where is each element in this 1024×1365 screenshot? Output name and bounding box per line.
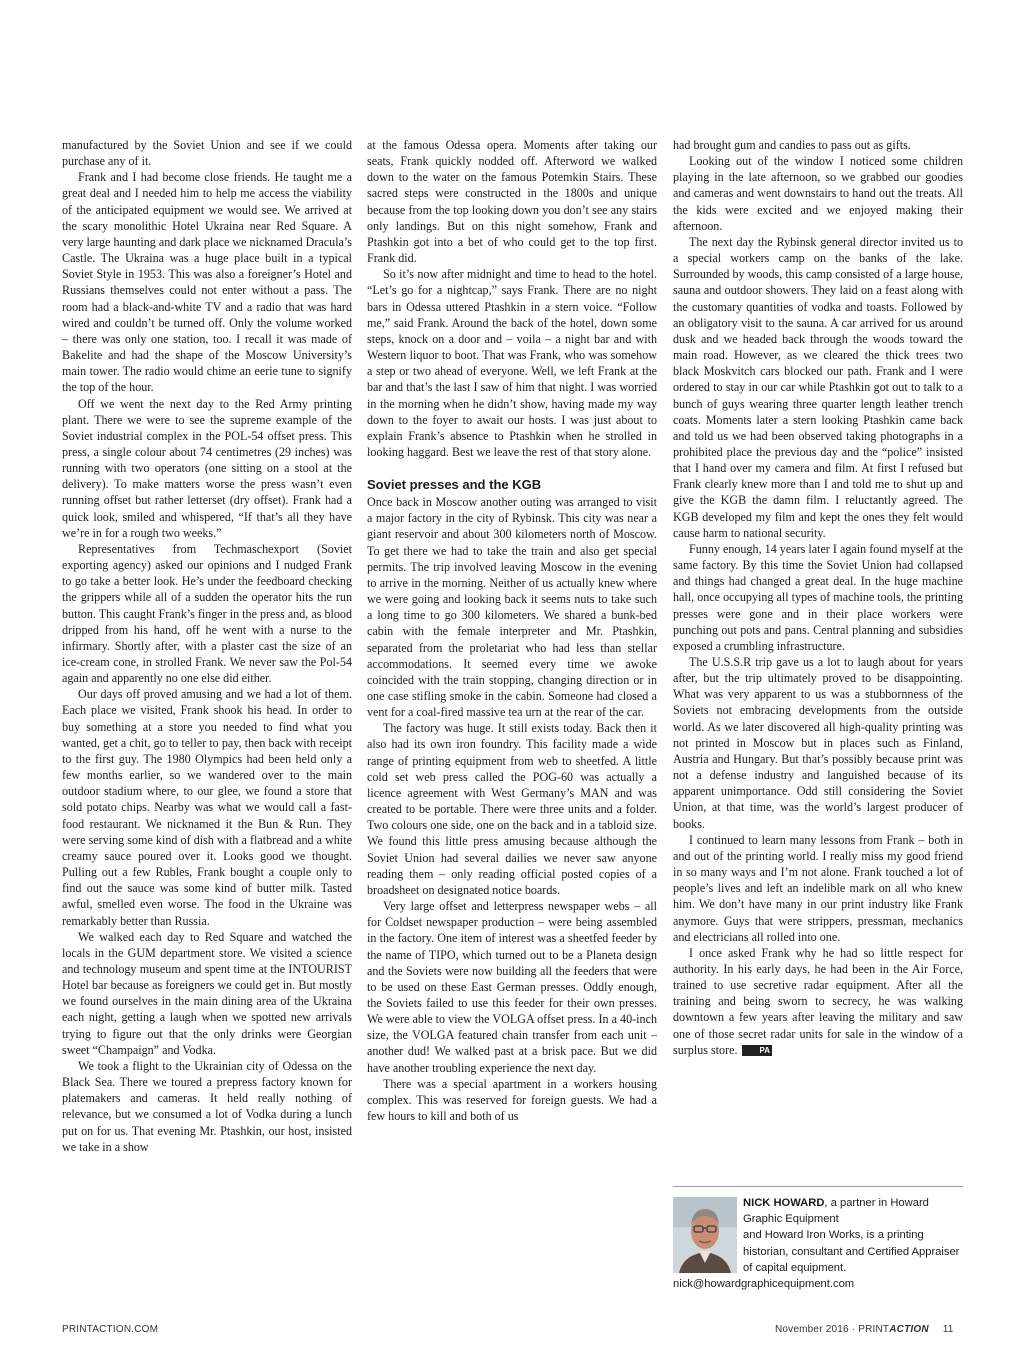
footer-folio <box>775 1324 954 1335</box>
paragraph: Funny enough, 14 years later I again found myself at the same factory. By this time the Soviet Union had collapsed and things had changed a great deal. In the huge machine hall, once occupying all types of machine tools, the printing presses were gone and in their place workers were punching out pots and pans. Central planning and subsidies exposed a crumbling infrastructure. <box>673 541 963 653</box>
footer-date: November 2016 · PRINT <box>775 1324 890 1335</box>
footer-site: PRINTACTION.COM <box>62 1324 159 1335</box>
section-heading: Soviet presses and the KGB <box>367 477 542 493</box>
paragraph: I continued to learn many lessons from Frank – both in and out of the printing world. I really miss my good friend in so many ways and I’m not alone. Frank touched a lot of people’s lives and left an indelible mark on all who knew him. We don’t have many in our print industry like Frank anymore. Guys that were strippers, pressman, mechanics and electricians all rolled into one. <box>673 832 963 944</box>
end-mark-icon: PA <box>742 1045 773 1056</box>
paragraph: Our days off proved amusing and we had a lot of them. Each place we visited, Frank shook his head. In order to buy something at a store you needed to find what you wanted, get a chit, go to teller to pay, then back with receipt to the first guy. The 1980 Olympics had been held only a few months earlier, so we wandered over to the main outdoor stadium where, to our glee, we found a store that sold potato chips. Nearby was what we would call a fast-food restaurant. We nicknamed it the Bun & Run. They were serving some kind of dish with a flatbread and a white creamy sauce poured over it. Looks good we thought. Pulling out a few Rubles, Frank bought a couple only to find out the sauce was some kind of butter milk. Tasted awful, smelled even worse. The food in the Ukraine was remarkably better than Russia. <box>62 687 352 928</box>
footer-brand: ACTION <box>889 1324 929 1335</box>
bio-text <box>743 1195 965 1276</box>
page-number: 11 <box>942 1324 954 1335</box>
paragraph: Representatives from Techmaschexport (Soviet exporting agency) asked our opinions and I nudged Frank to go take a better look. He’s under the feedboard checking the grippers while all of a sudden the operator hits the run button. This caught Frank’s finger in the press and, as blood dripped from his hand, off he went with a nurse to the infirmary. Shortly after, with a plaster cast the size of an ice-cream cone, in strolled Frank. We never saw the Pol-54 again and apparently no one else did either. <box>62 541 352 686</box>
paragraph: The factory was huge. It still exists today. Back then it also had its own iron foundry. This facility made a wide range of printing equipment from web to sheetfed. A little cold set web press called the POG-60 was actually a licence agreement with West Germany’s MAN and was created to be portable. There were three units and a folder. Two colours one side, one on the back and in a tabloid size. We found this little press amusing because although the Soviet Union had several dailies we never saw anyone reading them – only reading official posted copies of a broadsheet on designated notice boards. <box>367 721 657 897</box>
paragraph: manufactured by the Soviet Union and see if we could purchase any of it. <box>62 138 352 169</box>
paragraph: at the famous Odessa opera. Moments after taking our seats, Frank quickly nodded off. Afterword we walked down to the water on the famous Potemkin Stairs. These sacred steps were constructed in the 1800s and unique because from the top looking down you don’t see any stairs only landings. But on this night somehow, Frank and Ptashkin got into a bet of who could get to the top first. Frank did. <box>367 138 657 266</box>
paragraph: The U.S.S.R trip gave us a lot to laugh about for years after, but the trip ultimately proved to be disappointing. What was very apparent to us was a stubbornness of the Soviets not embracing developments from the outside world. As we later discovered all high-quality printing was not printed in Moscow but in places such as Finland, Austria and Hungary. But that’s possibly because print was not a defense industry and languished because of its apparent unimportance. Odd still considering the Soviet Union, at that time, was the world’s largest producer of books. <box>673 655 963 831</box>
author-name: NICK HOWARD <box>743 1197 825 1209</box>
paragraph: So it’s now after midnight and time to head to the hotel. “Let’s go for a nightcap,” says Frank. There are no night bars in Odessa uttered Ptashkin in a stern voice. “Follow me,” said Frank. Around the back of the hotel, down some steps, knock on a door and – voila – a night bar and with Western liquor to boot. That was Frank, who was somehow a step or two ahead of everyone. Well, we left Frank at the bar and that’s the last I saw of him that night. I was worried in the morning when he didn’t show, having made my way down to the foyer to await our hosts. I was just about to explain Frank’s absence to Ptashkin when he strolled in looking haggard. Best we leave the rest of that story alone. <box>367 267 657 459</box>
paragraph: We walked each day to Red Square and watched the locals in the GUM department store. We visited a science and technology museum and spent time at the INTOURIST Hotel bar because as foreigners we could get in. But mostly we found ourselves in the main dining area of the Ukraina each night, getting a laugh when we spotted new arrivals trying to figure out that the only drinks were Georgian sweet “Champaign” and Vodka. <box>62 929 352 1057</box>
author-bio <box>673 1186 963 1295</box>
paragraph: Frank and I had become close friends. He taught me a great deal and I needed him to help me access the viability of the anticipated equipment we would see. We arrived at the scary monolithic Hotel Ukraina near Red Square. A very large haunting and dark place we nicknamed Dracula’s Castle. The Ukraina was a huge place built in a typical Soviet Style in 1953. This was also a foreigner’s Hotel and Russians themselves could not enter without a pass. The room had a black-and-white TV and a radio that was hard wired and couldn’t be turned off. Only the volume worked – there was only one station, too. I recall it was made of Bakelite and had the shape of the Moscow University’s main tower. The radio would chime an eerie tune to signify the top of the hour. <box>62 170 352 395</box>
paragraph: Very large offset and letterpress newspaper webs – all for Coldset newspaper production – were being assembled in the factory. One item of interest was a sheetfed feeder by the name of TIPO, which turned out to be a Planeta design and the Soviets were now building all the feeders that were to be used on these East German presses. Oddly enough, the Soviets failed to use this feeder for their own presses. We were able to view the VOLGA offset press. In a 40-inch size, the VOLGA featured chain transfer from each unit – another dud! We walked past at a brisk pace. But we did have another troubling experience the next day. <box>367 899 657 1075</box>
paragraph: There was a special apartment in a workers housing complex. This was reserved for foreign guests. We had a few hours to kill and both of us <box>367 1076 657 1124</box>
author-email: nick@howardgraphicequipment.com <box>673 1278 855 1290</box>
bio-line-2: and Howard Iron Works, is a printing historian, consultant and Certified Appraiser of capital equipment. <box>743 1229 960 1274</box>
column-2-top-paragraphs <box>367 137 657 460</box>
paragraph: I once asked Frank why he had so little respect for authority. In his early days, he had been in the Air Force, trained to use secretive radar equipment. After all the training and being sworn to secrecy, he was walking downtown a few years after leaving the military and saw one of those secret radar units for sale in the window of a surplus store. PA <box>673 945 963 1057</box>
article-column-1 <box>62 137 352 1155</box>
paragraph: Off we went the next day to the Red Army printing plant. There we were to see the supreme example of the Soviet industrial complex in the POL-54 offset press. This press, a single colour about 74 centimetres (29 inches) was running with two operators (one sitting on a stool at the delivery). To make matters worse the press wasn’t even running offset but rather letterset (dry offset). Frank had a quick look, smiled and whispered, “If that’s all they have we’re in for a rough two weeks.” <box>62 396 352 540</box>
paragraph: had brought gum and candies to pass out as gifts. <box>673 138 911 152</box>
author-photo <box>673 1197 737 1273</box>
paragraph: We took a flight to the Ukrainian city of Odessa on the Black Sea. There we toured a prepress factory known for platemakers and cameras. It held really nothing of relevance, but we consumed a lot of Vodka during a lunch put on for us. That evening Mr. Ptashkin, our host, insisted we take in a show <box>62 1058 352 1154</box>
bio-line-1: , a partner in Howard Graphic Equipment <box>743 1197 929 1226</box>
paragraph: The next day the Rybinsk general director invited us to a special workers camp on the banks of the lake. Surrounded by woods, this camp consisted of a large house, sauna and outdoor showers. They laid on a feast along with the customary quantities of vodka and toasts. Followed by an obligatory visit to the sauna. A car arrived for us around dusk and we headed back through the woods toward the main road. However, as we cleared the thick trees two black Moskvitch cars blocked our path. Frank and I were ordered to stay in our car while Ptashkin got out to talk to a bunch of guys wearing three quarter length leather trench coats. Moments later a stern looking Ptashkin came back and told us we had been observed taking photographs in a prohibited place the previous day and the “police” insisted that I hand over my camera and film. At first I refused but Frank clearly knew more than I and told me to shut up and give the KGB the damn film. I reluctantly agreed. The KGB developed my film and kept the ones they felt would cause harm to national security. <box>673 234 963 540</box>
article-column-3 <box>673 137 963 1058</box>
paragraph: Once back in Moscow another outing was arranged to visit a major factory in the city of Rybinsk. This city was near a giant reservoir and about 300 kilometers north of Moscow. To get there we had to take the train and also get special permits. The trip involved leaving Moscow in the evening to arrive in the morning. Neither of us actually knew where we were going and looking back it seems nuts to take such a long time to go 300 kilometers. We shared a bunk-bed cabin with the female interpreter and Mr. Ptashkin, separated from the proletariat who had less than stellar accommodations. It seemed every time we awoke coincided with the train stopping, changing direction or in one case stifling smoke in the cabin. Someone had closed a vent for a coal-fired massive tea urn at the rear of the car. <box>367 495 657 720</box>
article-column-2 <box>367 137 657 1124</box>
column-2-bottom-paragraphs <box>367 494 657 1124</box>
paragraph: Looking out of the window I noticed some children playing in the late afternoon, so we grabbed our goodies and cameras and went downstairs to hand out the treats. All the kids were excited and we enjoyed making their afternoon. <box>673 154 963 233</box>
